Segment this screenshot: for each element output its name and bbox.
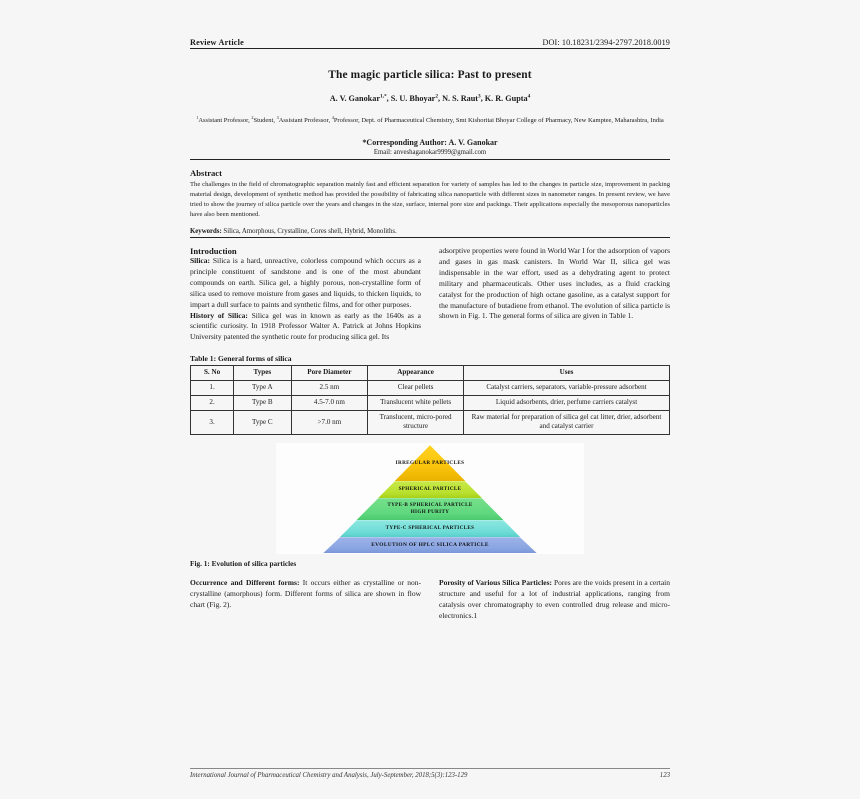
cell-uses: Catalyst carriers, separators, variable-pressure adsorbent [464,381,670,396]
author-list: A. V. Ganokar$^{1,*}$, S. U. Bhoyar$^2$, N. S. Raut$^3$, K. R. Gupta$^4$ [329,93,531,103]
table-header-appearance: Appearance [368,366,464,381]
table-header-pore: Pore Diameter [291,366,368,381]
occurrence-text: It occurs either as crystalline or non-crystalline (amorphous) form. Different forms of silica are shown in flow chart (Fig. 2). [190,578,421,610]
page-footer [190,768,670,779]
body-columns [190,246,670,344]
porosity-label: Porosity of Various Silica Particles: [439,578,553,588]
cell-sno: 3. [191,410,234,435]
keywords-line [190,228,670,238]
document-page [190,0,670,799]
cell-appearance: Translucent, micro-pored structure [368,410,464,435]
silica-label: Silica: [190,255,210,265]
occurrence-paragraph [190,578,421,611]
footer-citation: International Journal of Pharmaceutical Chemistry and Analysis, July-September, 2018;5(3):123-129 [190,772,468,779]
pyramid-band-3-label [387,502,472,516]
article-type-label: Review Article [190,38,244,47]
abstract-body: The challenges in the field of chromatographic separation mainly fast and efficient separation for variety of samples has led to the changes in particle size, improvement in packing material design, development of synthetic method has provided the possibility of fabricating silica nanoparticle with different sizes in nanometer ranges. In present review, we have tried to show the journey of silica particle over the years and changes in the size, surface, internal pore size and packings. Their applications especially the mesoporous nanoparticles have also been mentioned. [190,180,670,218]
cell-type: Type A [234,381,291,396]
occurrence-label: Occurrence and Different forms: [190,578,300,588]
introduction-heading: Introduction [190,245,237,256]
cell-sno: 1. [191,381,234,396]
table-header-types: Types [234,366,291,381]
cell-sno: 2. [191,395,234,410]
cell-pore: >7.0 nm [291,410,368,435]
pyramid-band-1 [276,445,584,481]
table-row [191,410,670,435]
cell-type: Type C [234,410,291,435]
pyramid-band-2-label: SPHERICAL PARTICLE [398,486,462,493]
cell-appearance: Translucent white pellets [368,395,464,410]
silica-text: Silica is a hard, unreactive, colorless compound which occurs as a principle constituent of sandstone and is one of the most abundant compounds on earth. Silica gel, a highly porous, non-crystalline form of silica used to remove moisture from gases and liquids, to thicken liquids, to impart a dull surface to paints and synthetic films, and for other purposes. [190,255,421,309]
abstract-heading: Abstract [190,167,222,178]
history-text: Silica gel was in known as early as the 1640s as a scientific curiosity. In 1918 Professor Walter A. Patrick at Johns Hopkins University patented the synthetic route for producing silica gel. Its [190,310,421,342]
table-header-row [191,366,670,381]
pyramid-diagram [276,443,584,554]
silica-paragraph [190,256,421,311]
intro-continuation-paragraph: adsorptive properties were found in World War I for the adsorption of vapors and gases in gas mask canisters. In World War II, silica gel was indispensable in the war effort, used as a dehydrating agent to protect military and pharmaceuticals. Other uses includes, as a fluid cracking catalyst for the production of high octane gasoline, as a catalyst support for the manufacture of butadiene from ethanol. The evolution of silica particle is shown in Fig. 1. The general forms of silica are given in Table 1. [439,245,670,321]
cell-appearance: Clear pellets [368,381,464,396]
corresponding-email: Email: anveshaganokar9999@gmail.com [190,149,670,160]
pyramid-band-2 [276,481,584,498]
pyramid-band-1-label: IRREGULAR PARTICLES [395,459,465,466]
pyramid-band-4 [276,520,584,537]
figure-caption: Fig. 1: Evolution of silica particles [190,559,297,569]
cell-pore: 2.5 nm [291,381,368,396]
history-paragraph [190,311,421,344]
pyramid-band-3-line1: TYPE-B SPHERICAL PARTICLE [387,502,473,509]
porosity-paragraph [439,578,670,622]
pyramid-band-5 [276,537,584,553]
table-header-sno: S. No [191,366,234,381]
cell-uses: Raw material for preparation of silica gel cat litter, drier, adsorbent and catalyst carrier [464,410,670,435]
history-label: History of Silica: [190,310,248,320]
table-row [191,381,670,396]
keywords-label: Keywords: [190,227,222,235]
figure-container [190,443,670,554]
cell-uses: Liquid adsorbents, drier, perfume carriers catalyst [464,395,670,410]
footer-page-number: 123 [659,772,670,779]
running-head [190,0,670,49]
body-column-right [439,246,670,344]
pyramid-band-5-label: EVOLUTION OF HPLC SILICA PARTICLE [371,541,489,548]
pyramid-band-4-label: TYPE-C SPHERICAL PARTICLES [385,525,475,532]
pyramid-band-3 [276,498,584,520]
cell-type: Type B [234,395,291,410]
bottom-column-left [190,578,421,622]
bottom-column-right [439,578,670,622]
keywords-value: Silica, Amorphous, Crystalline, Cores shell, Hybrid, Monoliths. [221,227,397,235]
cell-pore: 4.5-7.0 nm [291,395,368,410]
bottom-columns [190,578,670,622]
page-title: The magic particle silica: Past to present [328,69,532,81]
porosity-text: Pores are the voids present in a certain structure and useful for a lot of industrial applications, ranging from catalysis over chromatography to even controlled drug release and micro-electronics.1 [439,578,670,621]
doi-label: DOI: 10.18231/2394-2797.2018.0019 [542,38,670,47]
body-column-left [190,246,421,344]
table-row [191,395,670,410]
general-forms-table [190,365,670,435]
affiliation-block: $^1$Assistant Professor, $^2$Student, $^3$Assistant Professor, $^4$Professor, Dept. of Pharmaceutical Chemistry, Smt Kishoritai Bhoyar College of Pharmacy, New Kamptee, Maharashtra, India [196,114,664,124]
table-header-uses: Uses [464,366,670,381]
table-caption: Table 1: General forms of silica [190,354,292,364]
pyramid-band-3-line2: HIGH PURITY [410,509,450,516]
corresponding-author: *Corresponding Author: A. V. Ganokar [362,137,498,147]
